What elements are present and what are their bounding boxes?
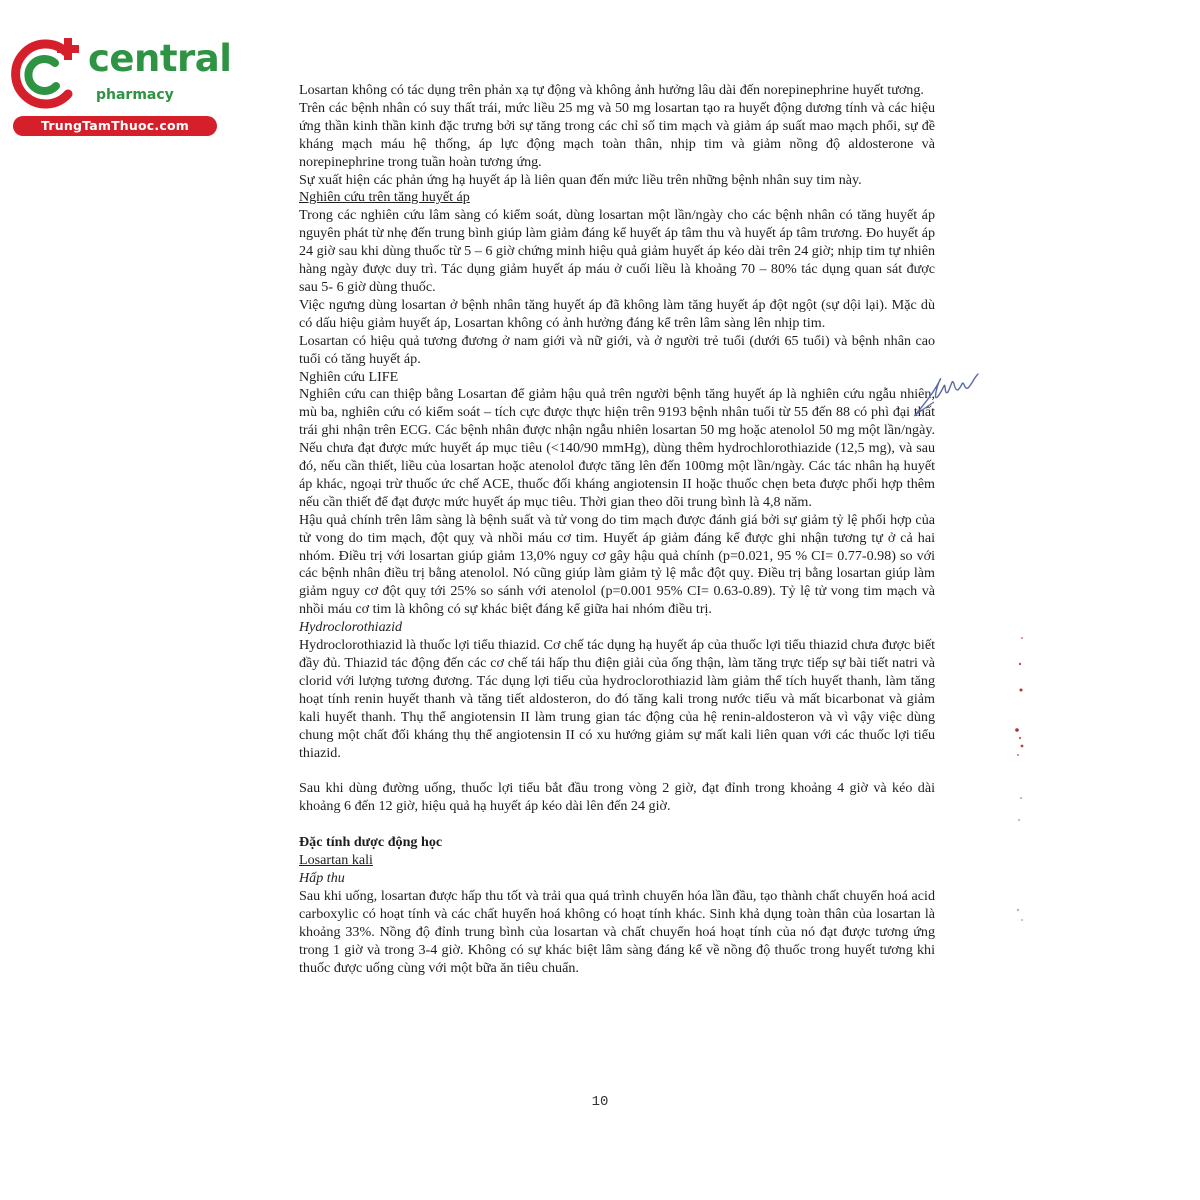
body-paragraph: Nghiên cứu can thiệp bằng Losartan để giảm hậu quả trên người bệnh tăng huyết áp là nghiên cứu ngẫu nhiên, mù ba, nghiên cứu có kiểm soát – tích cực được thực hiện trên 9193 bệnh nhân tuổi từ 55 đến 88 có phì đại thất trái ghi nhận trên ECG. Các bệnh nhân được nhận ngẫu nhiên losartan 50 mg hoặc atenolol 50 mg một lần/ngày. Nếu chưa đạt được mức huyết áp mục tiêu (<140/90 mmHg), dùng thêm hydrochlorothiazide (12,5 mg), và sau đó, nếu cần thiết, liều của losartan hoặc atenolol được tăng lên đến 100mg một lần/ngày. Các tác nhân hạ huyết áp khác, ngoại trừ thuốc ức chế ACE, thuốc đối kháng angiotensin II hoặc thuốc chẹn beta được phối hợp thêm nếu cần thiết để đạt được mức huyết áp mục tiêu. Thời gian theo dõi trung bình là 4,8 năm. (299, 386, 935, 510)
site-url-badge: TrungTamThuoc.com (13, 116, 217, 136)
body-paragraph: Losartan có hiệu quả tương đương ở nam giới và nữ giới, và ở người trẻ tuổi (dưới 65 tuổi) và bệnh nhân cao tuổi có tăng huyết áp. (299, 332, 935, 367)
page-number: 10 (591, 1094, 609, 1110)
section-title: Đặc tính dược động học (299, 834, 443, 851)
subsection-heading: Hấp thu (299, 870, 345, 887)
margin-specks (1000, 620, 1040, 940)
handwritten-signature (912, 362, 984, 418)
brand-name: central (88, 37, 232, 80)
body-paragraph: Sau khi dùng đường uống, thuốc lợi tiểu bắt đầu trong vòng 2 giờ, đạt đỉnh trong khoảng 4 giờ và kéo dài khoảng 6 đến 12 giờ, hiệu quả hạ huyết áp kéo dài lên đến 24 giờ. (299, 780, 935, 815)
section-heading: Nghiên cứu trên tăng huyết áp (299, 189, 470, 206)
subsection-heading: Hydroclorothiazid (299, 619, 403, 636)
body-paragraph: Trên các bệnh nhân có suy thất trái, mức liều 25 mg và 50 mg losartan tạo ra huyết động dương tính và các hiệu ứng thần kinh thần kinh đặc trưng bởi sự tăng trong các chỉ số tim mạch và giảm áp suất mao mạch phổi, sự đề kháng mạch máu hệ thống, áp lực động mạch toàn thân, nhịp tim và giảm nồng độ aldosterone và norepinephrine trong tuần hoàn tương ứng. (299, 99, 935, 170)
central-pharmacy-logo (6, 36, 236, 140)
body-paragraph: Trong các nghiên cứu lâm sàng có kiểm soát, dùng losartan một lần/ngày cho các bệnh nhân có tăng huyết áp nguyên phát từ nhẹ đến trung bình giúp làm giảm đáng kể huyết áp tâm thu và huyết áp tâm trương. Đo huyết áp 24 giờ sau khi dùng thuốc từ 5 – 6 giờ chứng minh hiệu quả giảm huyết áp kéo dài trên 24 giờ; nhịp tim tự nhiên hàng ngày được duy trì. Tác dụng giảm huyết áp máu ở cuối liều là khoảng 70 – 80% tác dụng quan sát được sau 5- 6 giờ dùng thuốc. (299, 207, 935, 295)
body-paragraph: Việc ngưng dùng losartan ở bệnh nhân tăng huyết áp đã không làm tăng huyết áp đột ngột (sự dội lại). Mặc dù có dấu hiệu giảm huyết áp, Losartan không có ảnh hưởng đáng kể trên lâm sàng lên nhịp tim. (299, 296, 935, 331)
section-heading: Losartan kali (299, 852, 373, 869)
document-body (299, 82, 935, 978)
body-paragraph: Hydroclorothiazid là thuốc lợi tiểu thiazid. Cơ chế tác dụng hạ huyết áp của thuốc lợi tiểu thiazid chưa được biết đầy đủ. Thiazid tác động đến các cơ chế tái hấp thu điện giải của ống thận, làm tăng trực tiếp sự bài tiết natri và clorid với lượng tương đương. Tác dụng lợi tiểu của hydroclorothiazid làm giảm thể tích huyết thanh, làm tăng hoạt tính renin huyết thanh và tăng tiết aldosteron, do đó tăng kali trong nước tiểu và mất bicarbonat và giảm kali huyết thanh. Thụ thể angiotensin II làm trung gian tác động của hệ renin-aldosteron và vì vậy việc dùng chung một chất đối kháng thụ thể angiotensin II có xu hướng giảm sự mất kali liên quan với các thuốc lợi tiểu thiazid. (299, 637, 935, 761)
body-paragraph: Nghiên cứu LIFE (299, 368, 399, 385)
body-paragraph: Losartan không có tác dụng trên phản xạ tự động và không ảnh hưởng lâu dài đến norepinephrine huyết tương. (299, 82, 924, 98)
brand-subtitle: pharmacy (96, 87, 174, 103)
body-paragraph: Sự xuất hiện các phản ứng hạ huyết áp là liên quan đến mức liều trên những bệnh nhân suy tim này. (299, 171, 862, 188)
body-paragraph: Hậu quả chính trên lâm sàng là bệnh suất và tử vong do tim mạch được đánh giá bởi sự giảm tỷ lệ phối hợp của tử vong do tim mạch, đột quỵ và nhồi máu cơ tim. Huyết áp giảm đáng kể được ghi nhận tương tự ở cả hai nhóm. Điều trị với losartan giúp giảm 13,0% nguy cơ gây hậu quả chính (p=0.021, 95 % CI= 0.77-0.98) so với các bệnh nhân điều trị bằng atenolol. Nó cũng giúp làm giảm tỷ lệ mắc đột quỵ. Điều trị bằng losartan giúp làm giảm nguy cơ đột quỵ tới 25% so sánh với atenolol (p=0.001 95% CI= 0.63-0.89). Tỷ lệ tử vong tim mạch và nhồi máu cơ tim là không có sự khác biệt đáng kể giữa hai nhóm điều trị. (299, 511, 935, 618)
body-paragraph: Sau khi uống, losartan được hấp thu tốt và trải qua quá trình chuyển hóa lần đầu, tạo thành chất chuyển hoá acid carboxylic có hoạt tính và các chất huyển hoá không có hoạt tính khác. Sinh khả dụng toàn thân của losartan là khoảng 33%. Nồng độ đỉnh trung bình của losartan và chất chuyển hoá hoạt tính của nó đạt được tương ứng trong 1 giờ và trong 3-4 giờ. Không có sự khác biệt lâm sàng đáng kể về nồng độ thuốc trong huyết tương khi thuốc được uống cùng với một bữa ăn tiêu chuẩn. (299, 887, 935, 976)
central-pharmacy-logo-icon (8, 36, 90, 112)
